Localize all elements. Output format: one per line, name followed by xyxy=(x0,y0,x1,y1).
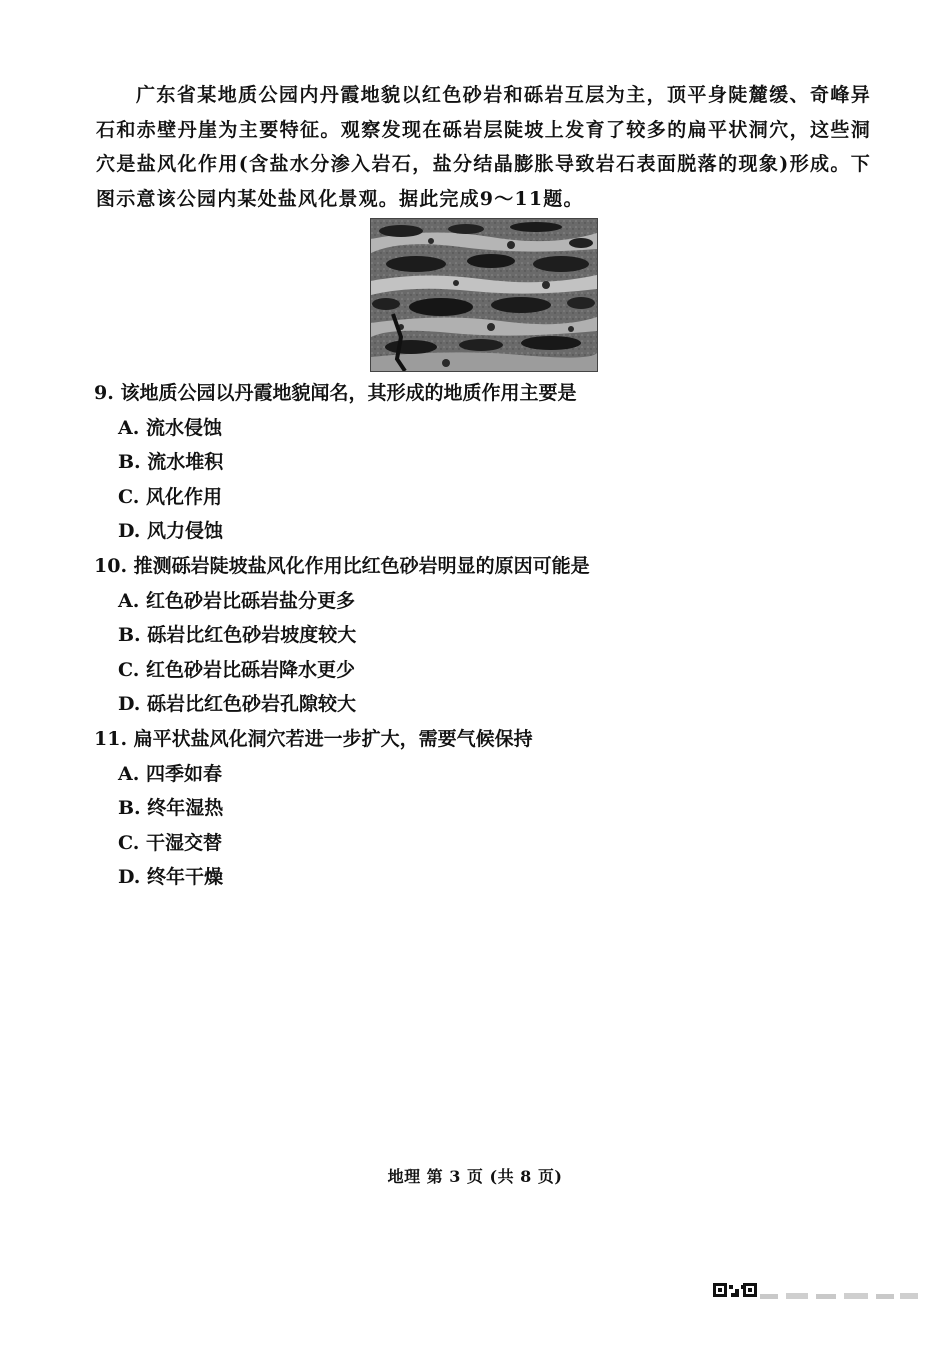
option-d: D. 砾岩比红色砂岩孔隙较大 xyxy=(118,693,357,716)
option-b: B. 砾岩比红色砂岩坡度较大 xyxy=(118,624,357,647)
question-11 xyxy=(94,722,874,895)
question-stem: 11. 扁平状盐风化洞穴若进一步扩大，需要气候保持 xyxy=(94,727,533,750)
option-b: B. 流水堆积 xyxy=(118,451,224,474)
option-c: C. 红色砂岩比砾岩降水更少 xyxy=(118,658,356,681)
option-b: B. 终年湿热 xyxy=(118,797,224,820)
option-a: A. 流水侵蚀 xyxy=(118,416,222,439)
option-a: A. 红色砂岩比砾岩盐分更多 xyxy=(118,589,355,612)
option-d: D. 风力侵蚀 xyxy=(118,520,224,543)
question-stem: 10. 推测砾岩陡坡盐风化作用比红色砂岩明显的原因可能是 xyxy=(94,554,590,577)
salt-weathering-photo xyxy=(370,218,598,372)
rock-texture-image xyxy=(371,219,597,371)
option-c: C. 风化作用 xyxy=(118,485,223,508)
intro-paragraph: 广东省某地质公园内丹霞地貌以红色砂岩和砾岩互层为主，顶平身陡麓缓、奇峰异石和赤壁丹崖为主要特征。观察发现在砾岩层陡坡上发育了较多的扁平状洞穴，这些洞穴是盐风化作用(含盐水分渗入岩石，盐分结晶膨胀导致岩石表面脱落的现象)形成。下图示意该公园内某处盐风化景观。据此完成9～11题。 xyxy=(96,84,871,210)
qr-code-icon xyxy=(713,1283,757,1297)
watermark-strip xyxy=(760,1292,920,1300)
option-d: D. 终年干燥 xyxy=(118,866,224,889)
question-9 xyxy=(94,376,874,549)
question-stem: 9. 该地质公园以丹霞地貌闻名，其形成的地质作用主要是 xyxy=(94,382,577,404)
page-footer: 地理 第 3 页 (共 8 页) xyxy=(387,1167,563,1186)
option-c: C. 干湿交替 xyxy=(118,831,223,854)
question-10 xyxy=(94,549,874,722)
option-a: A. 四季如春 xyxy=(118,762,222,785)
question-list xyxy=(94,376,874,895)
